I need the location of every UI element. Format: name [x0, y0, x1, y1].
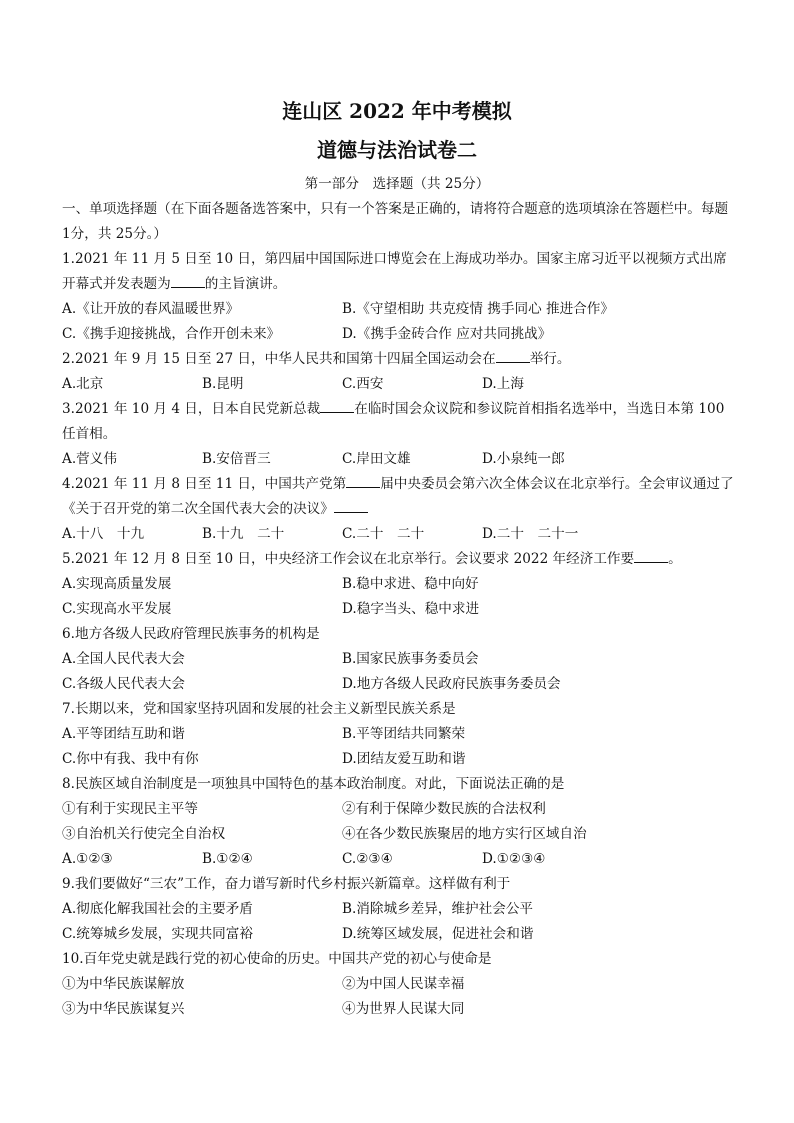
option-b: B.《守望相助 共克疫情 携手同心 推进合作》 — [342, 301, 614, 317]
option-c: C.二十 二十 — [342, 526, 425, 542]
statement-4: ④为世界人民谋大同 — [342, 1001, 465, 1017]
question-9-stem: 9.我们要做好“三农”工作，奋力谱写新时代乡村振兴新篇章。这样做有利于 — [62, 876, 511, 892]
answer-blank — [171, 273, 205, 288]
question-6-stem: 6.地方各级人民政府管理民族事务的机构是 — [62, 626, 320, 642]
option-a: A.平等团结互助和谐 — [62, 726, 185, 742]
option-a: A.十八 十九 — [62, 526, 145, 542]
question-7-options-row-1 — [62, 722, 736, 747]
statement-3: ③为中华民族谋复兴 — [62, 1001, 185, 1017]
exam-subtitle: 道德与法治试卷二 — [317, 138, 477, 162]
question-7-stem: 7.长期以来，党和国家坚持巩固和发展的社会主义新型民族关系是 — [62, 701, 456, 717]
option-b: B.稳中求进、稳中向好 — [342, 576, 479, 592]
question-4-stem — [62, 472, 736, 522]
option-a: A.菅义伟 — [62, 451, 117, 467]
option-d: D.①②③④ — [482, 851, 546, 867]
statement-1: ①为中华民族谋解放 — [62, 976, 185, 992]
statement-1: ①有利于实现民主平等 — [62, 801, 198, 817]
answer-blank — [334, 498, 368, 513]
question-9-options-row-1 — [62, 897, 736, 922]
question-10-stem: 10.百年党史就是践行党的初心使命的历史。中国共产党的初心与使命是 — [62, 951, 492, 967]
question-5-stem — [62, 547, 736, 572]
question-5-options-row-1 — [62, 572, 736, 597]
question-5-stem-a: 5.2021 年 12 月 8 日至 10 日，中央经济工作会议在北京举行。会议要求 2022 年经济工作要 — [62, 551, 635, 567]
option-d: D.稳字当头、稳中求进 — [342, 601, 480, 617]
option-c: C.各级人民代表大会 — [62, 676, 185, 692]
option-b: B.国家民族事务委员会 — [342, 651, 479, 667]
statement-2: ②有利于保障少数民族的合法权利 — [342, 801, 546, 817]
statement-2: ②为中国人民谋幸福 — [342, 976, 465, 992]
question-3-stem — [62, 397, 736, 447]
question-2-stem-a: 2.2021 年 9 月 15 日至 27 日，中华人民共和国第十四届全国运动会在 — [62, 351, 496, 367]
statement-4: ④在各少数民族聚居的地方实行区域自治 — [342, 826, 587, 842]
option-d: D.地方各级人民政府民族事务委员会 — [342, 676, 561, 692]
question-9-options-row-2 — [62, 922, 736, 947]
question-4-options — [62, 522, 736, 547]
option-c: C.②③④ — [342, 851, 393, 867]
option-d: D.小泉纯一郎 — [482, 451, 565, 467]
question-1-options-row-2 — [62, 322, 736, 347]
part-heading: 第一部分 选择题（共 25分） — [304, 176, 490, 192]
question-4-stem-b: 届中央委员会第六次全体会议在北京举行。全会审议通过了《关于召开党的第二次全国代表大会的决议》 — [62, 476, 734, 517]
question-2-options — [62, 372, 736, 397]
question-8-items-row-1 — [62, 797, 736, 822]
option-a: A.彻底化解我国社会的主要矛盾 — [62, 901, 253, 917]
answer-blank — [320, 398, 354, 413]
question-3-stem-b: 在临时国会众议院和参议院首相指名选举中，当选日本第 100 任首相。 — [62, 401, 725, 442]
question-5-stem-b: 。 — [668, 551, 682, 567]
question-7-options-row-2 — [62, 747, 736, 772]
question-4-stem-a: 4.2021 年 11 月 8 日至 11 日，中国共产党第 — [62, 476, 347, 492]
question-5-options-row-2 — [62, 597, 736, 622]
option-a: A.①②③ — [62, 851, 113, 867]
question-8-items-row-2 — [62, 822, 736, 847]
option-b: B.平等团结共同繁荣 — [342, 726, 466, 742]
exam-body — [62, 197, 736, 1022]
section-instruction: 一、单项选择题（在下面各题备选答案中，只有一个答案是正确的，请将符合题意的选项填涂在答题栏中。每题 1分，共 25分。） — [62, 201, 729, 242]
answer-blank — [496, 348, 530, 363]
question-2-stem-b: 举行。 — [529, 351, 571, 367]
answer-blank — [634, 548, 668, 563]
option-a: A.全国人民代表大会 — [62, 651, 185, 667]
statement-3: ③自治机关行使完全自治权 — [62, 826, 226, 842]
option-c: C.你中有我、我中有你 — [62, 751, 199, 767]
option-b: B.安倍晋三 — [202, 451, 271, 467]
option-c: C.《携手迎接挑战，合作开创未来》 — [62, 326, 281, 342]
question-6-options-row-1 — [62, 647, 736, 672]
question-6-options-row-2 — [62, 672, 736, 697]
question-1-stem-b: 的主旨演讲。 — [204, 276, 287, 292]
option-b: B.①②④ — [202, 851, 253, 867]
option-b: B.消除城乡差异，维护社会公平 — [342, 901, 534, 917]
answer-blank — [346, 473, 380, 488]
question-1-stem — [62, 247, 736, 297]
question-1-options-row-1 — [62, 297, 736, 322]
option-a: A.《让开放的春风温暖世界》 — [62, 301, 240, 317]
option-d: D.上海 — [482, 376, 524, 392]
option-b: B.昆明 — [202, 376, 244, 392]
question-10-items-row-2 — [62, 997, 736, 1022]
option-a: A.北京 — [62, 376, 104, 392]
question-10-items-row-1 — [62, 972, 736, 997]
option-a: A.实现高质量发展 — [62, 576, 172, 592]
option-d: D.二十 二十一 — [482, 526, 579, 542]
option-b: B.十九 二十 — [202, 526, 285, 542]
option-c: C.西安 — [342, 376, 384, 392]
question-3-stem-a: 3.2021 年 10 月 4 日，日本自民党新总裁 — [62, 401, 321, 417]
question-8-stem: 8.民族区域自治制度是一项独具中国特色的基本政治制度。对此，下面说法正确的是 — [62, 776, 565, 792]
exam-title: 连山区 2022 年中考模拟 — [282, 99, 512, 123]
question-8-options — [62, 847, 736, 872]
option-c: C.岸田文雄 — [342, 451, 411, 467]
question-1-stem-a: 1.2021 年 11 月 5 日至 10 日，第四届中国国际进口博览会在上海成功举办。国家主席习近平以视频方式出席开幕式并发表题为 — [62, 251, 727, 292]
option-c: C.实现高水平发展 — [62, 601, 172, 617]
option-d: D.团结友爱互助和谐 — [342, 751, 466, 767]
question-3-options — [62, 447, 736, 472]
option-d: D.《携手金砖合作 应对共同挑战》 — [342, 326, 552, 342]
option-d: D.统筹区域发展，促进社会和谐 — [342, 926, 534, 942]
question-2-stem — [62, 347, 736, 372]
option-c: C.统筹城乡发展，实现共同富裕 — [62, 926, 253, 942]
